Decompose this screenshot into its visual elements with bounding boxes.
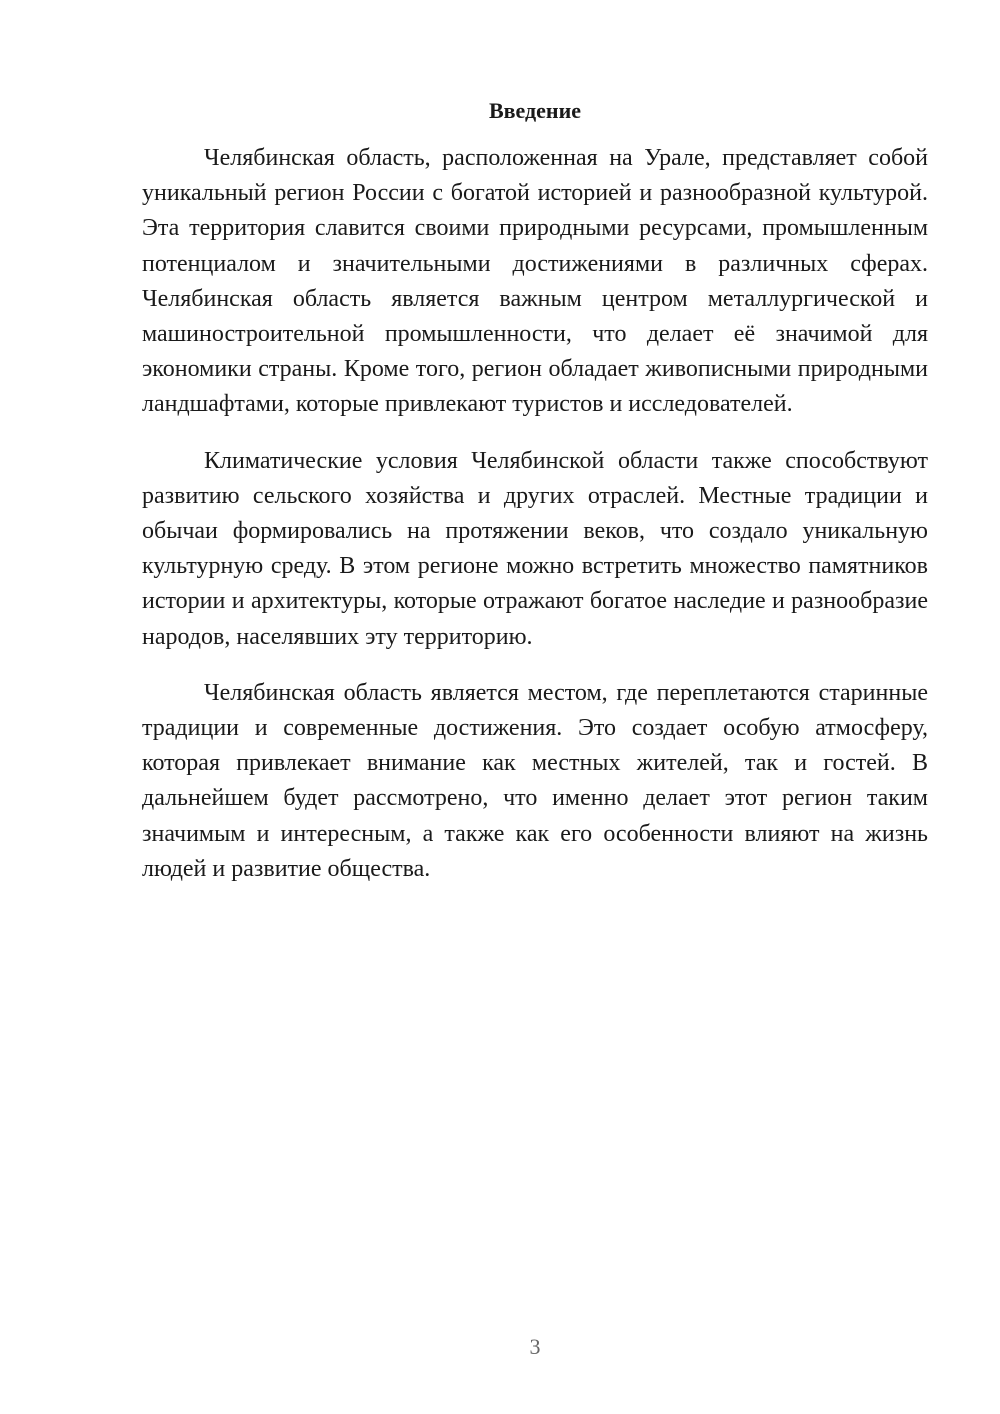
page-number: 3: [529, 1334, 541, 1359]
section-heading: Введение: [488, 98, 582, 123]
paragraph-1: Челябинская область, расположенная на Урале, представляет собой уникальный регион России с богатой историей и разнообразной культурой. Эта территория славится своими природными ресурсами, промышленным потенциалом и значительными достижениями в различных сферах. Челябинская область является важным центром металлургической и машиностроительной промышленности, что делает её значимой для экономики страны. Кроме того, регион обладает живописными природными ландшафтами, которые привлекают туристов и исследователей.: [142, 145, 928, 418]
body-text: [142, 141, 928, 908]
paragraph-3: Челябинская область является местом, где переплетаются старинные традиции и современные достижения. Это создает особую атмосферу, которая привлекает внимание как местных жителей, так и гостей. В дальнейшем будет рассмотрено, что именно делает этот регион таким значимым и интересным, а также как его особенности влияют на жизнь людей и развитие общества.: [142, 679, 928, 882]
paragraph-2: Климатические условия Челябинской области также способствуют развитию сельского хозяйства и других отраслей. Местные традиции и обычаи формировались на протяжении веков, что создало уникальную культурную среду. В этом регионе можно встретить множество памятников истории и архитектуры, которые отражают богатое наследие и разнообразие народов, населявших эту территорию.: [142, 447, 928, 650]
